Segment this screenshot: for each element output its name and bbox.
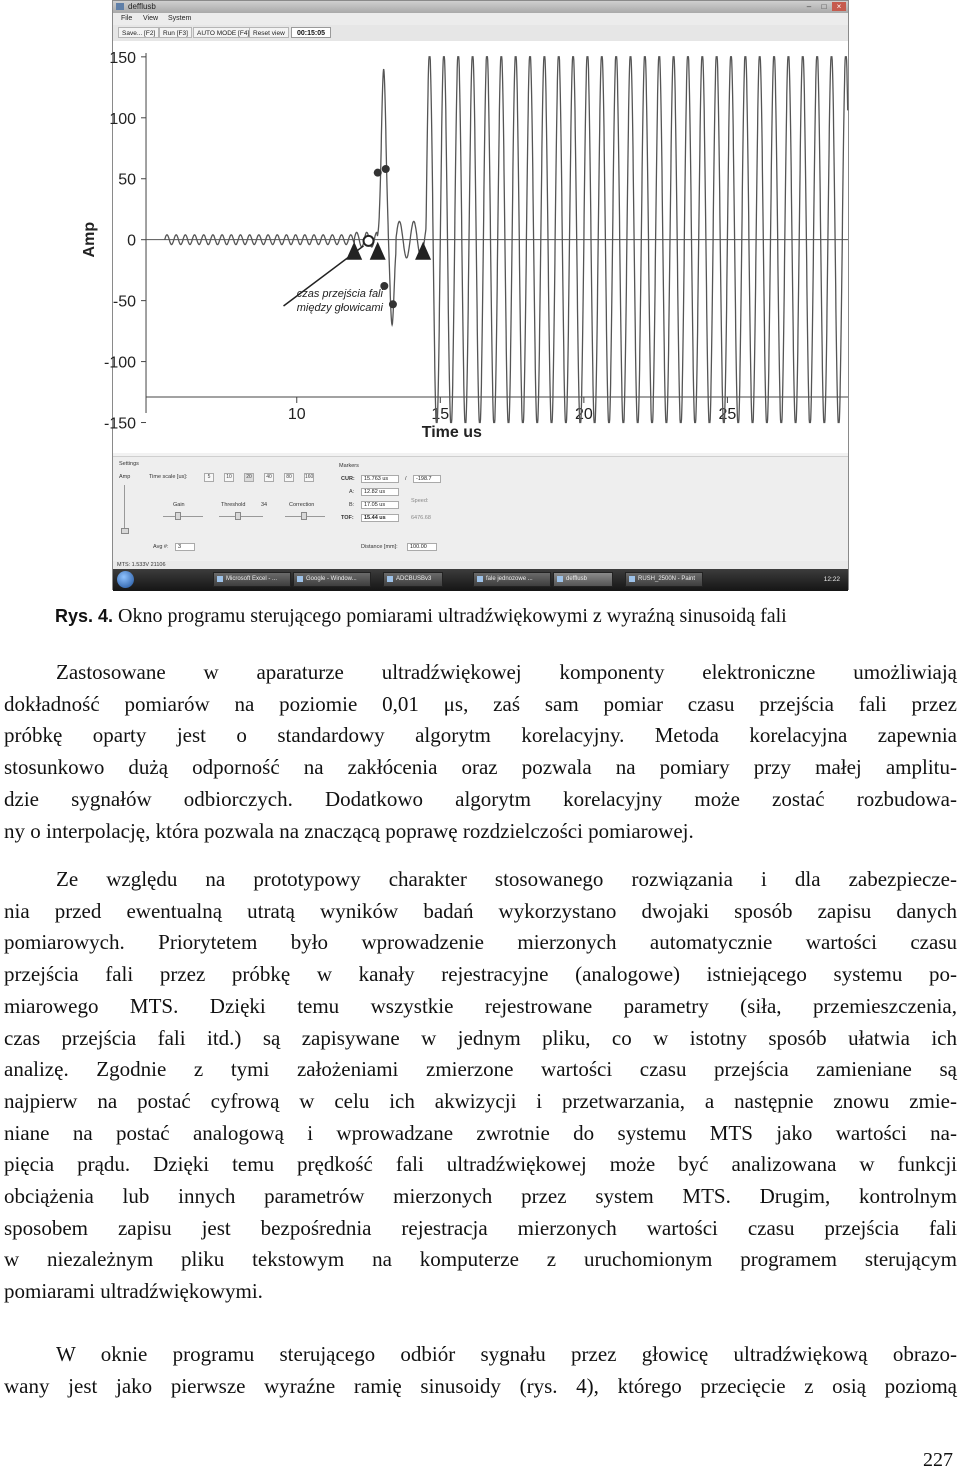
marker-dot [374, 169, 382, 177]
text-line: przejścia fali przez próbkę w kanały rejestracyjne (analogowe) istniejącego systemu po- [4, 962, 957, 987]
time-scale-option-selected[interactable]: 20 [244, 473, 254, 482]
taskbar-clock: 12:22 [823, 576, 840, 583]
y-tick-label: -50 [112, 293, 137, 311]
time-display: 00:15:05 [291, 27, 331, 38]
text-line: dokładność pomiarów na poziomie 0,01 μs, zaś sam pomiar czasu przejścia fali przez [4, 691, 957, 716]
threshold-slider-track [219, 516, 263, 517]
text-line: obciążenia lub innych parametrów mierzonych przez system MTS. Drugim, kontrolnym [4, 1184, 957, 1209]
title-bar [113, 1, 848, 13]
status-bar [113, 561, 848, 569]
text-line: miarowego MTS. Dzięki temu wszystkie rejestrowane parametry (siła, przemieszczenia, [4, 993, 957, 1018]
figure-caption-text: Okno programu sterującego pomiarami ultradźwiękowymi z wyraźną sinusoidą fali [118, 605, 787, 627]
amp-slider[interactable] [121, 528, 129, 534]
time-scale-option[interactable]: 10 [224, 473, 234, 482]
x-axis-title: Time us [421, 424, 482, 441]
speed-value: 6476.68 [411, 515, 431, 521]
correction-label: Correction [289, 502, 315, 508]
signal-plot[interactable] [81, 41, 848, 453]
taskbar-item[interactable]: RUSH_2500N - Paint [625, 572, 703, 587]
status-text: MTS: 1.533V 21106 [117, 562, 166, 568]
text-line: dzie sygnałów odbiorczych. Dodatkowo algorytm korelacyjny może zostać rozbudowa- [4, 786, 957, 811]
window-title: defflusb [128, 2, 156, 11]
markers-title: Markers [339, 463, 359, 469]
taskbar-item[interactable]: Microsoft Excel - ... [213, 572, 291, 587]
maximize-icon[interactable]: □ [821, 2, 827, 11]
app-icon [116, 3, 124, 10]
text-line: Zastosowane w aparaturze ultradźwiękowej komponenty elektroniczne umożliwiają [56, 660, 957, 684]
tof-label: TOF: [341, 515, 354, 521]
text-line: W oknie programu sterującego odbiór sygnału przez głowicę ultradźwiękową obrazo- [56, 1342, 957, 1366]
marker-dot [389, 300, 397, 308]
x-tick-label: 20 [574, 406, 593, 423]
y-tick-label: 150 [109, 49, 137, 67]
text-line: pięcia prądu. Dzięki temu prędkość fali ultradźwiękowej może być analizowana w funkcji [4, 1152, 957, 1177]
distance-label: Distance [mm]: [361, 544, 398, 550]
text-line: czas przejścia fali itd.) są zapisywane w jednym pliku, co w istotny sposób ułatwia ich [4, 1025, 957, 1050]
tof-value: 15.44 us [361, 514, 399, 522]
avg-input[interactable]: 3 [175, 543, 195, 551]
time-scale-option[interactable]: 40 [264, 473, 274, 482]
paragraph-3 [4, 1339, 957, 1402]
marker-b-label: B: [349, 502, 355, 508]
cur-amp-value: -198.7 [413, 475, 441, 483]
x-tick-label: 15 [431, 406, 450, 423]
reset-view-button[interactable]: Reset view [249, 27, 289, 38]
text-line: Ze względu na prototypowy charakter stosowanego rozwiązania i dla zabezpiecze- [56, 867, 957, 891]
cur-value: 15.763 us [361, 475, 399, 483]
gain-slider[interactable] [175, 512, 181, 520]
text-line: sposobem zapisu jest bezpośrednia rejestracja mierzonych wartości czasu przejścia fali [4, 1215, 957, 1240]
paragraph-2 [4, 864, 957, 1308]
auto-mode-button[interactable]: AUTO MODE [F4] [193, 27, 253, 38]
x-tick-label: 25 [718, 406, 737, 423]
taskbar-item[interactable]: fale jednozowe ... [473, 572, 551, 587]
menu-system[interactable]: System [168, 15, 192, 22]
paragraph-1 [4, 657, 957, 847]
menu-file[interactable]: File [121, 15, 133, 22]
text-line: ny o interpolację, która pozwala na znaczącą poprawę rozdzielczości pomiarowej. [4, 818, 694, 843]
marker-dot [382, 165, 390, 173]
cur-separator: / [405, 476, 407, 482]
speed-label: Speed: [411, 498, 429, 504]
text-line: pomiarowych. Priorytetem było wprowadzenie mierzonych automatycznie wartości czasu [4, 930, 957, 955]
taskbar [113, 569, 848, 591]
page-number: 227 [923, 1449, 953, 1471]
y-tick-label: 50 [118, 171, 137, 189]
amp-slider-track [124, 485, 125, 533]
marker-a-value: 12.82 us [361, 488, 399, 496]
marker-a-label: A: [349, 489, 355, 495]
start-button-icon[interactable] [117, 571, 134, 588]
amp-label: Amp [119, 474, 131, 480]
cursor-circle [364, 236, 374, 246]
distance-input[interactable]: 100.00 [407, 543, 437, 551]
text-line: najpierw na postać cyfrową w celu ich akwizycji i przetwarzania, a następnie znowu zmie- [4, 1088, 957, 1113]
save-button[interactable]: Save... [F2] [118, 27, 159, 38]
signal-chart [81, 41, 848, 453]
close-icon[interactable]: × [832, 2, 846, 11]
time-scale-option[interactable]: 5 [204, 473, 214, 482]
time-scale-option[interactable]: 160 [305, 474, 314, 480]
cur-label: CUR: [341, 476, 355, 482]
settings-panel [113, 456, 848, 572]
run-button[interactable]: Run [F3] [159, 27, 192, 38]
y-tick-label: 0 [127, 232, 137, 250]
threshold-label: Threshold [221, 502, 246, 508]
menu-view[interactable]: View [143, 15, 159, 22]
menu-bar [113, 13, 848, 25]
toolbar [113, 25, 848, 42]
y-axis-title: Amp [81, 221, 99, 258]
text-line: niane na postać analogową i wprowadzane zwrotnie do systemu MTS jako wartości na- [4, 1120, 957, 1145]
text-line: pomiarami ultradźwiękowymi. [4, 1279, 263, 1304]
figure-caption [55, 604, 787, 628]
correction-slider[interactable] [301, 512, 307, 520]
x-tick-label: 10 [287, 406, 306, 423]
annotation-text: między głowicami [296, 302, 383, 314]
text-line: nia przed ewentualną utratą wyników badań wykorzystano dwojaki sposób zapisu danych [4, 898, 957, 923]
text-line: analizę. Zgodnie z tymi założeniami zmierzone wartości czasu przejścia zamieniane są [4, 1057, 957, 1082]
text-line: w niezależnym pliku tekstowym na komputerze z uruchomionym programem sterującym [4, 1247, 957, 1272]
taskbar-item-active[interactable]: defflusb [553, 572, 613, 587]
figure-label: Rys. 4. [55, 606, 114, 626]
gain-label: Gain [173, 502, 185, 508]
text-line: stosunkowo dużą odporność na zakłócenia oraz pozwala na pomiary przy małej amplitu- [4, 755, 957, 780]
y-tick-label: 100 [109, 110, 137, 128]
gain-slider-track [163, 516, 203, 517]
program-window-screenshot [81, 0, 849, 590]
time-scale-label: Time scale [us]: [149, 474, 188, 480]
y-tick-label: -100 [103, 354, 137, 372]
text-line: próbkę oparty jest o standardowy algorytm korelacyjny. Metoda korelacyjna zapewnia [4, 723, 957, 748]
annotation-text: czas przejścia fali [296, 288, 383, 300]
text-line: wany jest jako pierwsze wyraźne ramię sinusoidy (rys. 4), którego przecięcie z osią poziomą [4, 1373, 957, 1398]
avg-label: Avg #: [153, 544, 169, 550]
minimize-icon[interactable]: – [806, 2, 812, 11]
y-tick-label: -150 [103, 415, 137, 433]
threshold-slider[interactable] [235, 512, 241, 520]
taskbar-item[interactable]: Google - Window... [293, 572, 371, 587]
threshold-value: 34 [261, 502, 268, 508]
time-scale-option[interactable]: 80 [284, 473, 294, 482]
taskbar-item[interactable]: ADCBUSBv3 [383, 572, 443, 587]
marker-b-value: 17.05 us [361, 501, 399, 509]
settings-title: Settings [119, 461, 139, 467]
